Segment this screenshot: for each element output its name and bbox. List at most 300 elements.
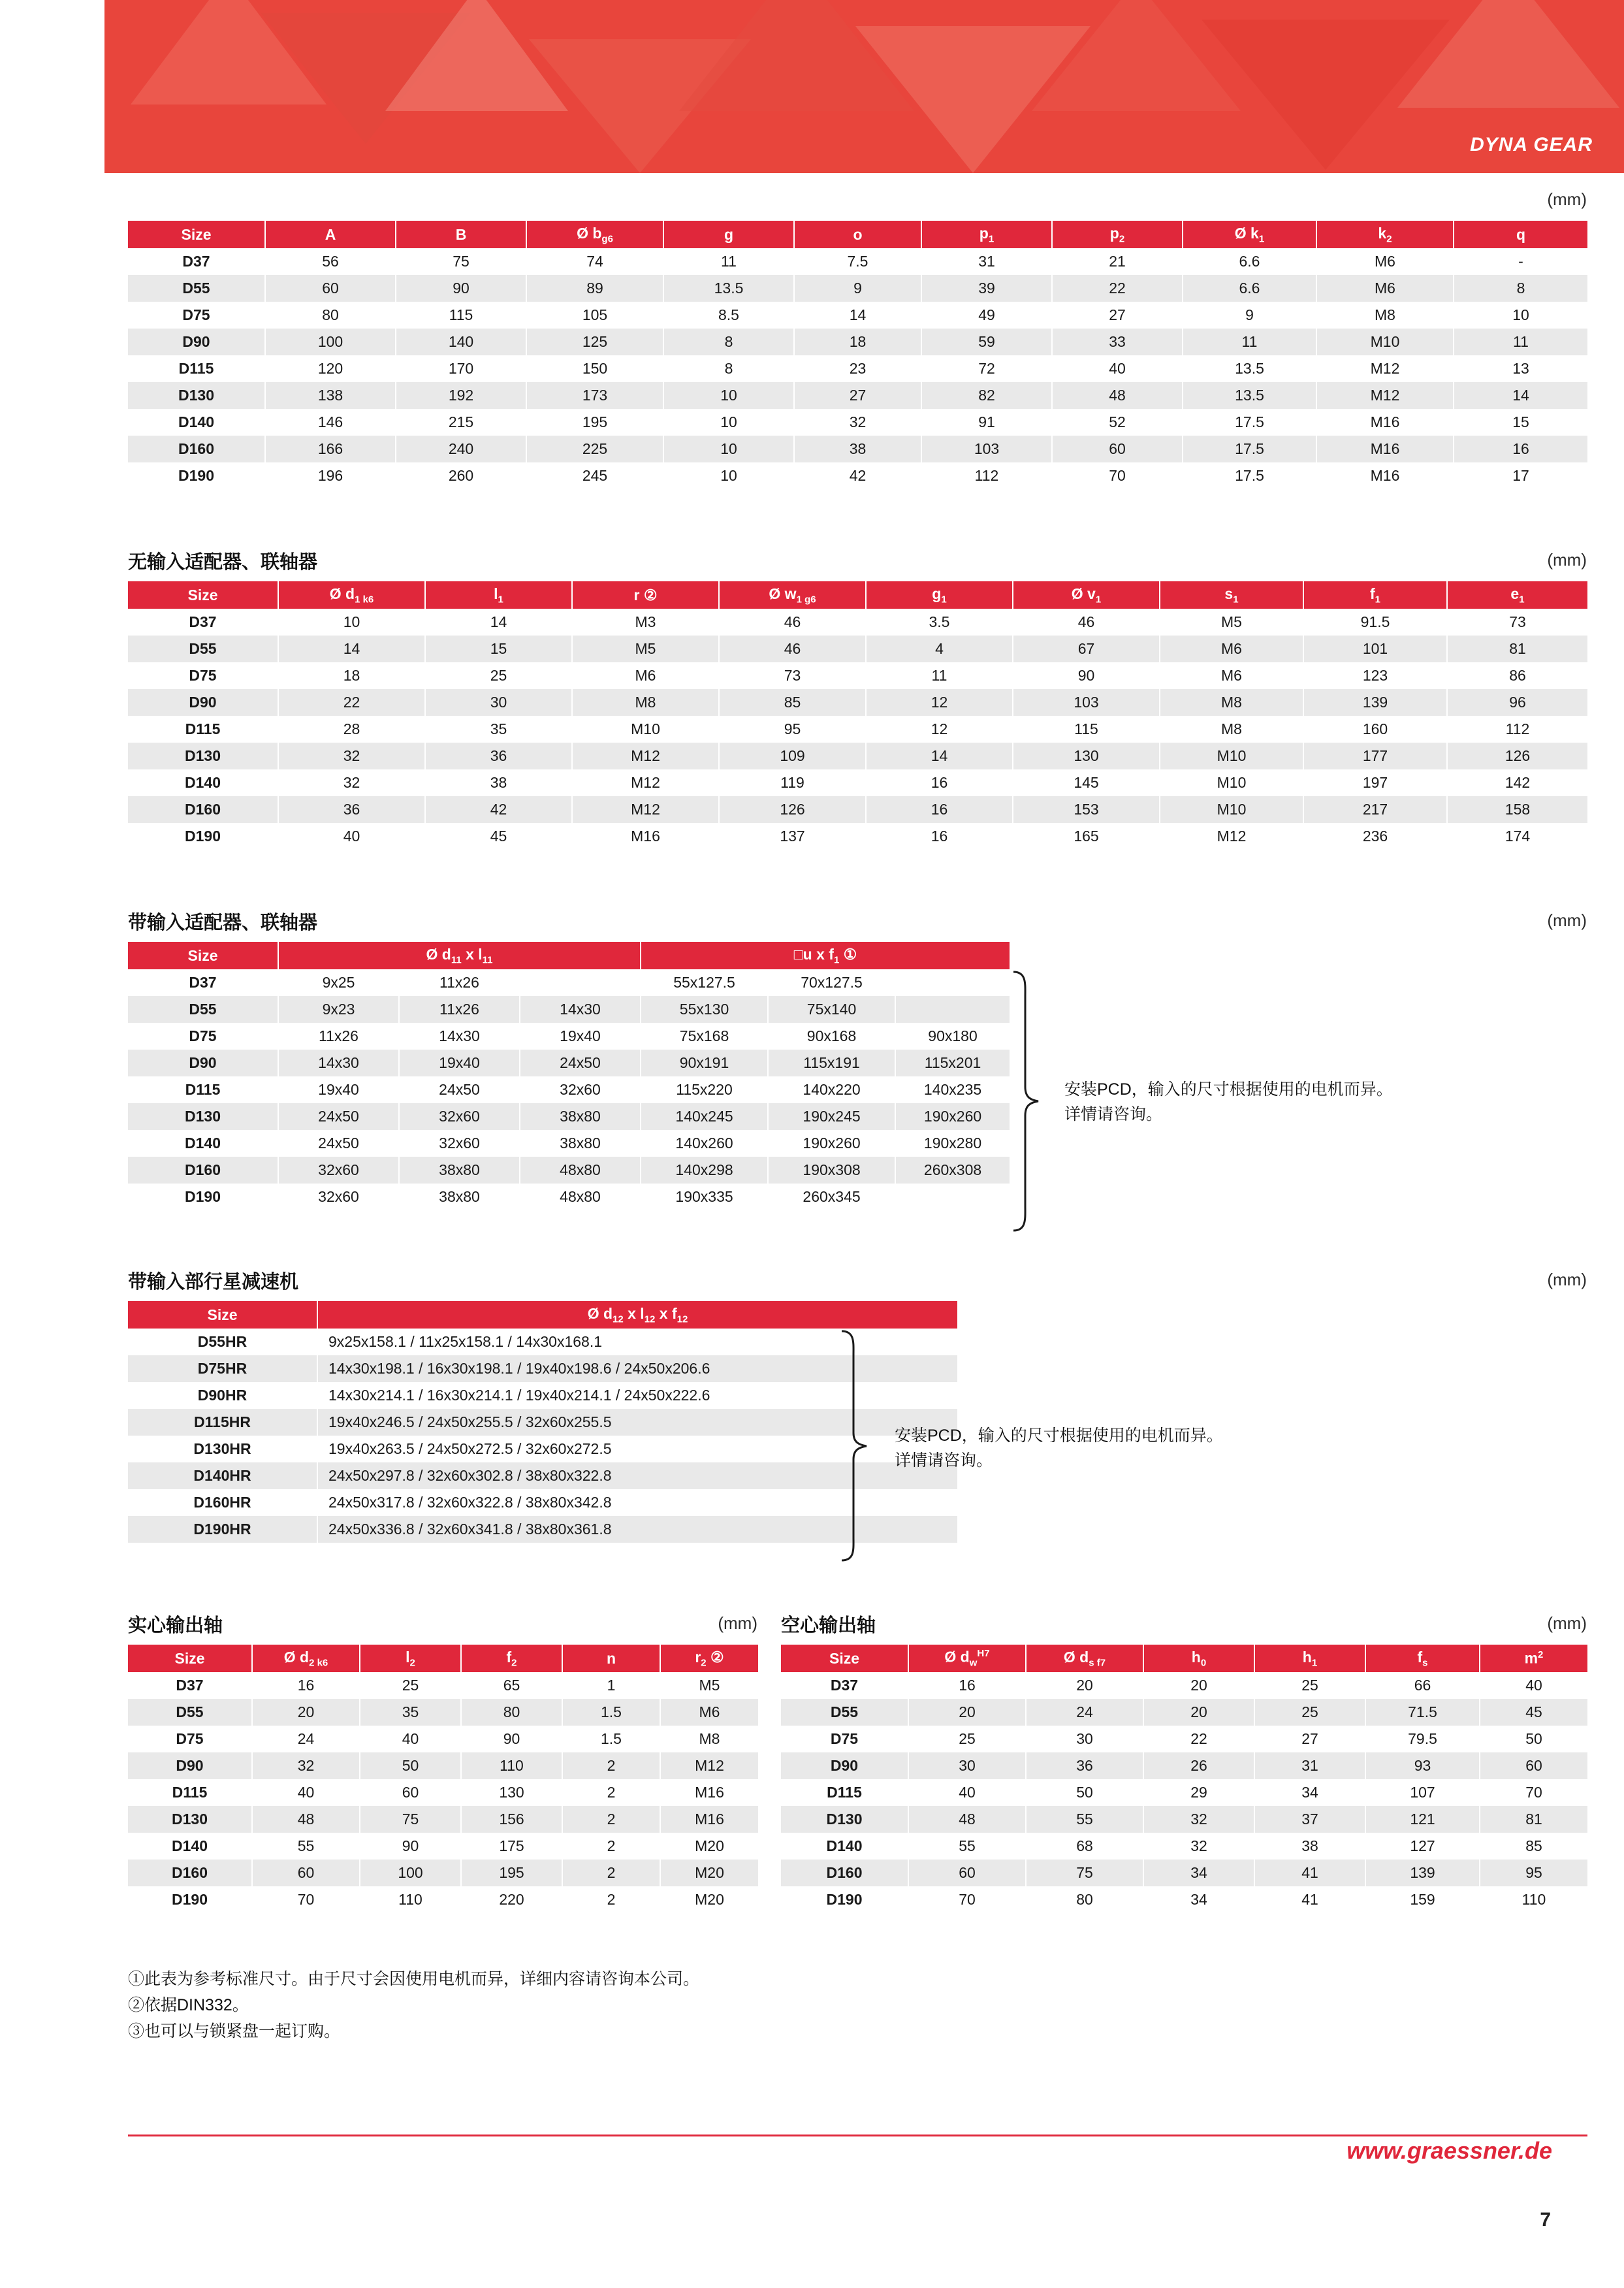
cell: 4: [866, 636, 1013, 662]
cell-size: D160: [781, 1860, 908, 1886]
cell: 158: [1447, 796, 1587, 823]
cell: 10: [663, 409, 794, 436]
cell: 27: [1052, 302, 1183, 329]
section-title-with-input: 带输入适配器、联轴器: [128, 912, 318, 933]
cell: 48: [1052, 382, 1183, 409]
cell: 109: [719, 743, 866, 769]
cell-size: D55: [128, 275, 265, 302]
cell: 13: [1454, 355, 1587, 382]
cell: 260x345: [768, 1184, 895, 1210]
table-row: [128, 1752, 758, 1779]
cell: 34: [1143, 1860, 1254, 1886]
table-row: [128, 609, 1587, 636]
col-o: o: [794, 221, 921, 248]
cell: 2: [562, 1779, 660, 1806]
cell-size: D90HR: [128, 1382, 317, 1409]
cell: 60: [1052, 436, 1183, 462]
cell-size: D160: [128, 1157, 278, 1184]
cell: 2: [562, 1886, 660, 1913]
cell: 19x40x263.5 / 24x50x272.5 / 32x60x272.5: [317, 1436, 957, 1462]
col-size: Size: [128, 581, 278, 609]
cell: M10: [1160, 769, 1303, 796]
cell: 40: [360, 1726, 461, 1752]
cell: M20: [660, 1833, 758, 1860]
cell: 20: [1026, 1672, 1143, 1699]
cell: 12: [866, 689, 1013, 716]
cell: 80: [265, 302, 396, 329]
cell: 20: [1143, 1699, 1254, 1726]
cell: 48x80: [520, 1157, 641, 1184]
planetary-table-wrap: [128, 1301, 957, 1543]
col-size: Size: [128, 1645, 252, 1672]
unit-label-no-input: (mm): [1547, 550, 1587, 570]
cell: 91.5: [1303, 609, 1447, 636]
cell: 123: [1303, 662, 1447, 689]
table-no-input-body: [128, 609, 1587, 850]
cell: 32: [1143, 1806, 1254, 1833]
cell: 24x50: [278, 1103, 399, 1130]
cell: 90x168: [768, 1023, 895, 1050]
website-link[interactable]: www.graessner.de: [1346, 2137, 1552, 2164]
cell: M16: [660, 1806, 758, 1833]
cell: 190x260: [895, 1103, 1010, 1130]
cell: 55x130: [641, 996, 768, 1023]
cell: 24x50: [520, 1050, 641, 1076]
cell: 2: [562, 1752, 660, 1779]
table-row: [781, 1672, 1587, 1699]
cell: 10: [663, 382, 794, 409]
cell: 60: [265, 275, 396, 302]
cell: 25: [1254, 1699, 1365, 1726]
cell: 18: [794, 329, 921, 355]
cell: 11x26: [278, 1023, 399, 1050]
footer-divider: [128, 2135, 1587, 2136]
cell: 11: [866, 662, 1013, 689]
cell: 66: [1365, 1672, 1480, 1699]
cell: 24x50x317.8 / 32x60x322.8 / 38x80x342.8: [317, 1489, 957, 1516]
cell-size: D130: [781, 1806, 908, 1833]
table-row: [128, 1886, 758, 1913]
cell: 8.5: [663, 302, 794, 329]
cell: 41: [1254, 1886, 1365, 1913]
cell: 90: [360, 1833, 461, 1860]
table-row: [128, 409, 1587, 436]
table-row: [128, 1023, 1010, 1050]
cell-size: D140: [128, 1833, 252, 1860]
cell: 220: [461, 1886, 562, 1913]
table-row: [128, 1382, 957, 1409]
cell: 13.5: [1183, 382, 1316, 409]
cell: 17: [1454, 462, 1587, 489]
cell: M5: [572, 636, 719, 662]
table-row: [128, 1779, 758, 1806]
table-hollow-shaft: [781, 1645, 1587, 1913]
cell-size: D75: [781, 1726, 908, 1752]
cell: 145: [1013, 769, 1160, 796]
cell: 15: [425, 636, 572, 662]
col-l2: $l_2$: [360, 1645, 461, 1672]
table-row: [128, 462, 1587, 489]
cell: 196: [265, 462, 396, 489]
cell: 59: [921, 329, 1052, 355]
table-row: [128, 1489, 957, 1516]
cell: 32: [252, 1752, 360, 1779]
cell: 14: [866, 743, 1013, 769]
cell: 32x60: [278, 1184, 399, 1210]
cell: 11: [663, 248, 794, 275]
col-size: Size: [128, 1301, 317, 1329]
footnote-1: ①此表为参考标准尺寸。由于尺寸会因使用电机而异，详细内容请咨询本公司。: [128, 1970, 700, 1988]
cell: 68: [1026, 1833, 1143, 1860]
cell: 32: [278, 743, 425, 769]
cell-size: D115HR: [128, 1409, 317, 1436]
table-row: [781, 1779, 1587, 1806]
col-h0: $h_0$: [1143, 1645, 1254, 1672]
col-dw: Ø $d_w^{H7}$: [908, 1645, 1026, 1672]
table-row: [128, 1329, 957, 1355]
footnote-2: ②依据DIN332。: [128, 1996, 249, 2014]
cell: 38: [794, 436, 921, 462]
cell: 81: [1447, 636, 1587, 662]
cell: 22: [1052, 275, 1183, 302]
cell: 90: [396, 275, 526, 302]
cell: 115x201: [895, 1050, 1010, 1076]
cell: 14: [278, 636, 425, 662]
cell-size: D130: [128, 1103, 278, 1130]
cell-size: D140: [128, 769, 278, 796]
cell: 101: [1303, 636, 1447, 662]
cell: M3: [572, 609, 719, 636]
cell: 6.6: [1183, 248, 1316, 275]
table-main: [128, 221, 1587, 489]
cell: 35: [425, 716, 572, 743]
cell: 32x60: [520, 1076, 641, 1103]
col-d11-l11: Ø $d_{11}$ x $l_{11}$: [278, 942, 641, 969]
cell: 140x298: [641, 1157, 768, 1184]
cell: 89: [526, 275, 663, 302]
cell-size: D75: [128, 1023, 278, 1050]
cell: 156: [461, 1806, 562, 1833]
cell: 32x60: [278, 1157, 399, 1184]
cell: 82: [921, 382, 1052, 409]
planetary-note-line1: 安装PCD，输入的尺寸根据使用的电机而异。: [895, 1426, 1223, 1445]
cell: 38x80: [399, 1157, 520, 1184]
table-row: [781, 1699, 1587, 1726]
col-e1: $e_1$: [1447, 581, 1587, 609]
cell: 70x127.5: [768, 969, 895, 996]
col-n: n: [562, 1645, 660, 1672]
col-k2: $k_2$: [1316, 221, 1454, 248]
cell: 13.5: [1183, 355, 1316, 382]
col-d2: Ø $d_{2 k6}$: [252, 1645, 360, 1672]
cell: 55: [908, 1833, 1026, 1860]
cell: 126: [1447, 743, 1587, 769]
cell-size: D140: [128, 1130, 278, 1157]
cell-size: D160: [128, 796, 278, 823]
cell: 16: [866, 769, 1013, 796]
cell: 32: [794, 409, 921, 436]
table-row: [128, 1355, 957, 1382]
cell: 140: [396, 329, 526, 355]
cell: M16: [572, 823, 719, 850]
table-solid-shaft-header-row: [128, 1645, 758, 1672]
cell: 48: [908, 1806, 1026, 1833]
with-input-note-line1: 安装PCD，输入的尺寸根据使用的电机而异。: [1064, 1080, 1393, 1099]
table-row: [128, 1516, 957, 1543]
cell: 60: [1480, 1752, 1587, 1779]
cell-size: D115: [128, 355, 265, 382]
cell: 65: [461, 1672, 562, 1699]
cell: 14: [1454, 382, 1587, 409]
table-main-header-row: [128, 221, 1587, 248]
cell: 30: [425, 689, 572, 716]
cell: 190x335: [641, 1184, 768, 1210]
cell: 225: [526, 436, 663, 462]
cell: M8: [1316, 302, 1454, 329]
col-l1: $l_1$: [425, 581, 572, 609]
cell: 42: [794, 462, 921, 489]
cell: 1: [562, 1672, 660, 1699]
with-input-brace: [1011, 971, 1041, 1232]
cell: M6: [1316, 275, 1454, 302]
col-g1: $g_1$: [866, 581, 1013, 609]
cell: 20: [1143, 1672, 1254, 1699]
cell: 34: [1254, 1779, 1365, 1806]
cell: 96: [1447, 689, 1587, 716]
col-w1: Ø $w_{1 g6}$: [719, 581, 866, 609]
cell-size: D115: [781, 1779, 908, 1806]
cell: 190x280: [895, 1130, 1010, 1157]
cell: 9: [1183, 302, 1316, 329]
cell: 170: [396, 355, 526, 382]
col-size: Size: [781, 1645, 908, 1672]
col-size: Size: [128, 942, 278, 969]
cell: 19x40: [520, 1023, 641, 1050]
cell: 90: [461, 1726, 562, 1752]
cell: 36: [278, 796, 425, 823]
cell: 14x30: [520, 996, 641, 1023]
unit-label-with-input: (mm): [1547, 910, 1587, 930]
table-row: [128, 436, 1587, 462]
cell: M20: [660, 1886, 758, 1913]
cell: 112: [921, 462, 1052, 489]
cell: 12: [866, 716, 1013, 743]
cell: 16: [866, 796, 1013, 823]
cell: 19x40x246.5 / 24x50x255.5 / 32x60x255.5: [317, 1409, 957, 1436]
cell: 75: [396, 248, 526, 275]
cell: 19x40: [399, 1050, 520, 1076]
cell: 1.5: [562, 1726, 660, 1752]
banner-triangle-9: [1397, 0, 1619, 108]
cell: M20: [660, 1860, 758, 1886]
table-with-input: [128, 942, 1010, 1210]
cell: 30: [1026, 1726, 1143, 1752]
cell: 33: [1052, 329, 1183, 355]
table-row: [128, 1462, 957, 1489]
cell: 115: [396, 302, 526, 329]
cell: 60: [252, 1860, 360, 1886]
cell: 240: [396, 436, 526, 462]
cell: 142: [1447, 769, 1587, 796]
cell: 8: [1454, 275, 1587, 302]
cell-size: D115: [128, 1076, 278, 1103]
cell: 41: [1254, 1860, 1365, 1886]
table-planetary-body: [128, 1329, 957, 1543]
cell-size: D90: [128, 1752, 252, 1779]
cell: 55: [1026, 1806, 1143, 1833]
cell: 70: [252, 1886, 360, 1913]
cell: 36: [425, 743, 572, 769]
cell-size: D75: [128, 302, 265, 329]
col-k1: Ø $k_1$: [1183, 221, 1316, 248]
table-row: [781, 1752, 1587, 1779]
cell-size: D115: [128, 716, 278, 743]
cell: 86: [1447, 662, 1587, 689]
footnote-3: ③也可以与锁紧盘一起订购。: [128, 2022, 341, 2040]
cell: 35: [360, 1699, 461, 1726]
cell: 14x30: [399, 1023, 520, 1050]
cell: M8: [1160, 689, 1303, 716]
planetary-brace: [839, 1330, 869, 1562]
cell-size: D90: [781, 1752, 908, 1779]
cell: 19x40: [278, 1076, 399, 1103]
cell: M6: [1316, 248, 1454, 275]
cell: 22: [1143, 1726, 1254, 1752]
cell: 29: [1143, 1779, 1254, 1806]
cell: 45: [1480, 1699, 1587, 1726]
table-row: [128, 662, 1587, 689]
cell: 10: [1454, 302, 1587, 329]
table-row: [128, 716, 1587, 743]
cell: 140x245: [641, 1103, 768, 1130]
cell: 40: [1480, 1672, 1587, 1699]
cell: 11: [1183, 329, 1316, 355]
cell: 150: [526, 355, 663, 382]
col-g: g: [663, 221, 794, 248]
cell-size: D160: [128, 1860, 252, 1886]
col-q: q: [1454, 221, 1587, 248]
col-p1: $p_1$: [921, 221, 1052, 248]
cell: 40: [278, 823, 425, 850]
cell: 16: [908, 1672, 1026, 1699]
cell: 31: [1254, 1752, 1365, 1779]
cell: 34: [1143, 1886, 1254, 1913]
cell: 153: [1013, 796, 1160, 823]
section-title-hollow-shaft: 空心输出轴: [781, 1615, 876, 1636]
cell: M16: [1316, 409, 1454, 436]
col-size: Size: [128, 221, 265, 248]
table-row: [128, 969, 1010, 996]
cell: 50: [360, 1752, 461, 1779]
cell: 93: [1365, 1752, 1480, 1779]
cell: 197: [1303, 769, 1447, 796]
table-with-input-header-row: [128, 942, 1010, 969]
table-row: [128, 743, 1587, 769]
cell: 103: [1013, 689, 1160, 716]
cell: 17.5: [1183, 436, 1316, 462]
cell: 26: [1143, 1752, 1254, 1779]
cell: 70: [1052, 462, 1183, 489]
cell-size: D190: [128, 1886, 252, 1913]
cell: M16: [1316, 462, 1454, 489]
table-row: [128, 1409, 957, 1436]
table-row: [128, 382, 1587, 409]
cell-size: D140HR: [128, 1462, 317, 1489]
cell: 14x30: [278, 1050, 399, 1076]
cell: 120: [265, 355, 396, 382]
table-row: [128, 1157, 1010, 1184]
cell: M10: [1160, 796, 1303, 823]
footnotes: [128, 1966, 1565, 2044]
cell: -: [1454, 248, 1587, 275]
cell: 17.5: [1183, 409, 1316, 436]
table-row: [781, 1806, 1587, 1833]
table-planetary: [128, 1301, 957, 1543]
cell: 11: [1454, 329, 1587, 355]
with-input-table-wrap: [128, 942, 1010, 1210]
cell: 24x50x336.8 / 32x60x341.8 / 38x80x361.8: [317, 1516, 957, 1543]
cell: 174: [1447, 823, 1587, 850]
cell: 39: [921, 275, 1052, 302]
cell: 25: [425, 662, 572, 689]
cell: 24x50: [278, 1130, 399, 1157]
cell: 46: [1013, 609, 1160, 636]
cell: 107: [1365, 1779, 1480, 1806]
cell-size: D55: [128, 636, 278, 662]
cell: 165: [1013, 823, 1160, 850]
cell-size: D37: [128, 248, 265, 275]
cell: 85: [719, 689, 866, 716]
cell: 50: [1480, 1726, 1587, 1752]
cell: 10: [663, 436, 794, 462]
cell: M6: [572, 662, 719, 689]
cell: 20: [908, 1699, 1026, 1726]
cell: 60: [908, 1860, 1026, 1886]
col-r1: r ②: [572, 581, 719, 609]
cell: 75x168: [641, 1023, 768, 1050]
cell: 21: [1052, 248, 1183, 275]
cell: 236: [1303, 823, 1447, 850]
cell: 245: [526, 462, 663, 489]
unit-label-hollow-shaft: (mm): [1547, 1613, 1587, 1633]
cell: 90x191: [641, 1050, 768, 1076]
cell: 28: [278, 716, 425, 743]
cell-size: D55HR: [128, 1329, 317, 1355]
cell: 32: [278, 769, 425, 796]
cell: M8: [1160, 716, 1303, 743]
table-row: [128, 275, 1587, 302]
cell: 27: [794, 382, 921, 409]
section-title-no-input: 无输入适配器、联轴器: [128, 552, 318, 573]
no-input-table-wrap: [128, 581, 1587, 850]
cell: 85: [1480, 1833, 1587, 1860]
cell: M8: [572, 689, 719, 716]
cell: 38: [425, 769, 572, 796]
cell: 37: [1254, 1806, 1365, 1833]
cell: 74: [526, 248, 663, 275]
cell: 45: [425, 823, 572, 850]
cell: 130: [461, 1779, 562, 1806]
cell: 139: [1365, 1860, 1480, 1886]
cell: 138: [265, 382, 396, 409]
table-solid-shaft: [128, 1645, 758, 1913]
cell: 260x308: [895, 1157, 1010, 1184]
cell: 110: [360, 1886, 461, 1913]
cell: 16: [252, 1672, 360, 1699]
table-row: [128, 796, 1587, 823]
cell: 72: [921, 355, 1052, 382]
unit-label-solid-shaft: (mm): [718, 1613, 757, 1633]
